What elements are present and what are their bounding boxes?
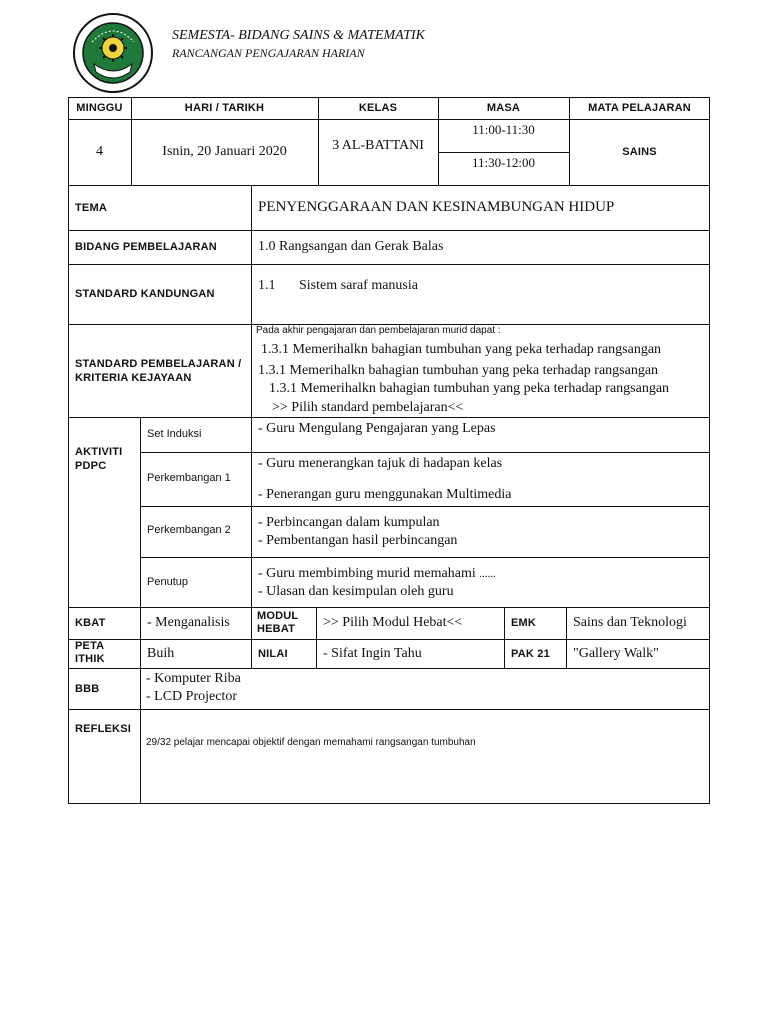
standard-pembelajaran-line-4: >> Pilih standard pembelajaran<< [272,400,464,415]
penutup-line-1-dots: ...... [479,568,496,580]
modul-hebat-label-1: MODUL [257,610,299,622]
set-induksi-line-1: - Guru Mengulang Pengajaran yang Lepas [258,421,496,436]
col-header-mata-pelajaran: MATA PELAJARAN [588,102,691,114]
header-title: SEMESTA- BIDANG SAINS & MATEMATIK [172,28,426,43]
standard-pembelajaran-line-2: 1.3.1 Memerihalkn bahagian tumbuhan yang peka terhadap rangsangan [258,363,659,378]
standard-pembelajaran-line-3: 1.3.1 Memerihalkn bahagian tumbuhan yang peka terhadap rangsangan [269,381,670,396]
minggu-value: 4 [96,144,103,159]
refleksi-value: 29/32 pelajar mencapai objektif dengan memahami rangsangan tumbuhan [146,737,476,748]
penutup-line-1-text: - Guru membimbing murid memahami [258,566,476,581]
emk-value: Sains dan Teknologi [573,615,687,630]
perkembangan-2-line-2: - Pembentangan hasil perbincangan [258,533,458,548]
masa-slot-2: 11:30-12:00 [471,155,536,170]
penutup-line-1 [258,566,496,582]
perkembangan-1-line-2: - Penerangan guru menggunakan Multimedia [258,487,512,502]
modul-hebat-label-2: HEBAT [257,623,296,635]
standard-pembelajaran-label-2: KRITERIA KEJAYAAN [75,372,192,384]
bbb-line-1: - Komputer Riba [146,671,241,686]
header-subtitle: RANCANGAN PENGAJARAN HARIAN [172,46,365,60]
modul-hebat-label [257,610,298,636]
peta-ithik-label [75,640,105,666]
col-header-hari-tarikh: HARI / TARIKH [184,102,265,114]
perkembangan-2-line-1: - Perbincangan dalam kumpulan [258,515,440,530]
standard-pembelajaran-intro: Pada akhir pengajaran dan pembelajaran murid dapat : [256,325,501,336]
standard-pembelajaran-label [75,357,251,385]
nilai-value: - Sifat Ingin Tahu [323,645,422,661]
pak21-label: PAK 21 [511,647,550,660]
standard-pembelajaran-line-1: 1.3.1 Memerihalkn bahagian tumbuhan yang peka terhadap rangsangan [261,342,662,357]
col-header-minggu: MINGGU [76,102,123,114]
standard-kandungan-value: Sistem saraf manusia [299,278,418,293]
penutup-line-2: - Ulasan dan kesimpulan oleh guru [258,584,454,599]
col-header-kelas: KELAS [358,102,398,114]
aktiviti-label [75,445,122,473]
peta-ithik-value: Buih [147,645,175,661]
standard-kandungan-label: STANDARD KANDUNGAN [75,288,215,300]
tema-value: PENYENGGARAAN DAN KESINAMBUNGAN HIDUP [258,199,615,215]
bidang-label: BIDANG PEMBELAJARAN [75,241,217,253]
perkembangan-1-line-1: - Guru menerangkan tajuk di hadapan kelas [258,456,503,471]
masa-slot-1: 11:00-11:30 [472,122,535,137]
standard-pembelajaran-label-1: STANDARD PEMBELAJARAN / [75,358,242,370]
perkembangan-2-label: Perkembangan 2 [147,524,231,536]
tema-label: TEMA [75,201,107,214]
nilai-label: NILAI [258,647,288,660]
peta-ithik-label-2: ITHIK [75,653,105,665]
penutup-label: Penutup [147,576,188,588]
pak21-value: "Gallery Walk" [573,645,659,661]
aktiviti-label-2: PDPC [75,460,107,472]
kbat-label: KBAT [75,617,106,629]
bbb-label: BBB [75,682,100,695]
standard-kandungan-num: 1.1 [258,278,276,293]
kbat-value: - Menganalisis [147,615,230,630]
refleksi-label: REFLEKSI [75,723,131,735]
bidang-value: 1.0 Rangsangan dan Gerak Balas [258,239,444,254]
peta-ithik-label-1: PETA [75,640,105,652]
tarikh-value: Isnin, 20 Januari 2020 [162,144,287,159]
col-header-masa: MASA [486,102,521,114]
set-induksi-label: Set Induksi [147,428,202,440]
mata-pelajaran-value: SAINS [622,146,657,158]
modul-hebat-value: >> Pilih Modul Hebat<< [323,615,463,630]
kelas-value: 3 AL-BATTANI [332,138,424,153]
aktiviti-label-1: AKTIVITI [75,446,123,458]
perkembangan-1-label: Perkembangan 1 [147,472,231,484]
bbb-line-2: - LCD Projector [146,689,237,704]
emk-label: EMK [511,617,537,629]
